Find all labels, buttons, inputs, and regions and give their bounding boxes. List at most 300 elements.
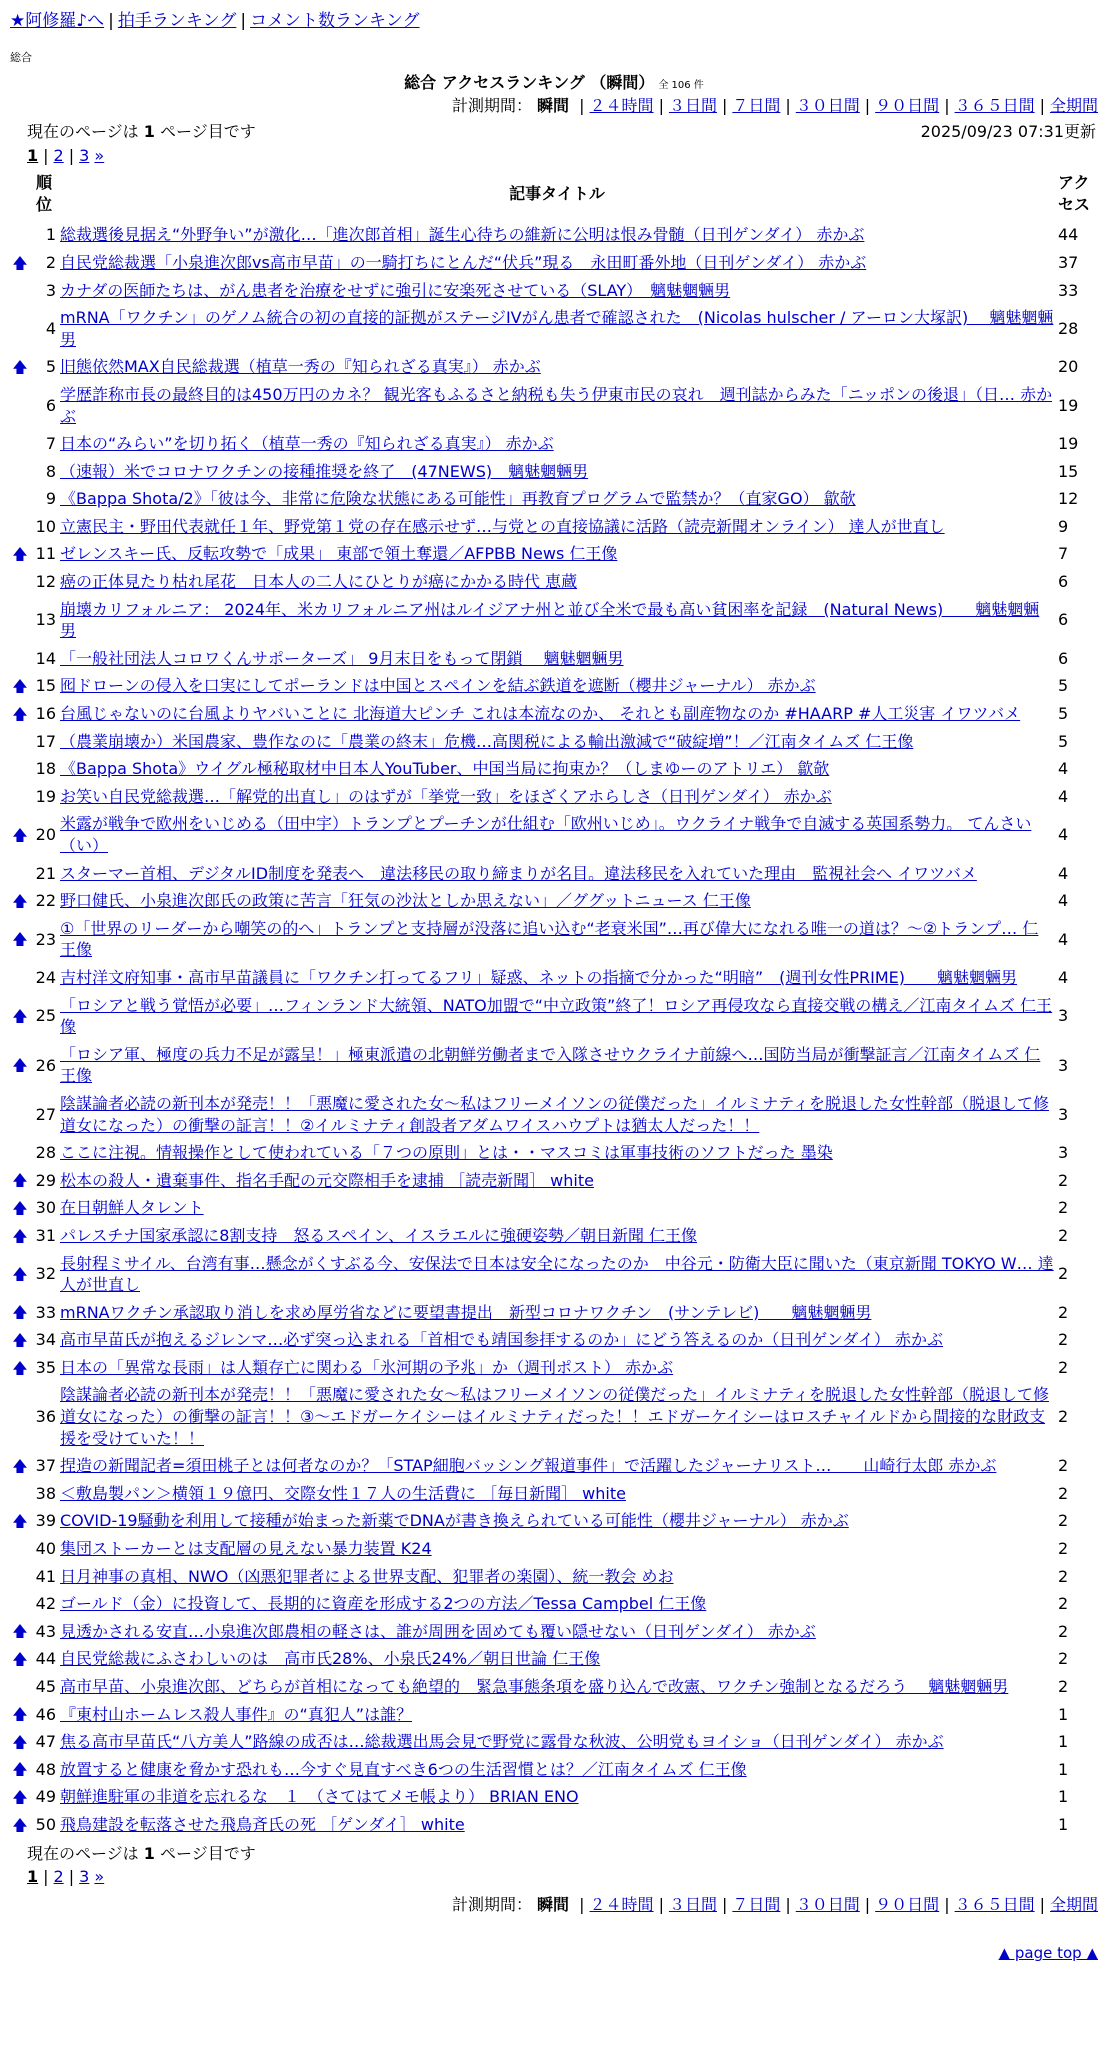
article-link[interactable]: ①「世界のリーダーから嘲笑の的へ」トランプと支持層が没落に追い込む“老衰米国”…再び偉大になれる唯一の道は？～②トランプ… 仁王像 [60, 918, 1039, 960]
table-row [10, 304, 1098, 353]
up-arrow-icon: 🡅 [12, 930, 28, 949]
title-cell [58, 1222, 1056, 1250]
period-link-3[interactable]: ３０日間 [795, 96, 860, 116]
period-link-5[interactable]: ３６５日間 [954, 96, 1035, 116]
table-header-row [10, 170, 1098, 221]
access-count: 2 [1058, 1483, 1069, 1503]
table-row [10, 810, 1098, 859]
access-count: 37 [1058, 252, 1079, 272]
title-cell [58, 1452, 1056, 1480]
period-link-6[interactable]: 全期間 [1049, 96, 1098, 116]
ranking-table [10, 170, 1098, 1838]
count-header: アクセス [1058, 173, 1091, 214]
table-row [10, 915, 1098, 964]
rank-number: 49 [35, 1787, 56, 1807]
article-link[interactable]: 朝鮮進駐軍の非道を忘れるな １ （さてはてメモ帳より） BRIAN ENO [60, 1787, 579, 1807]
title-cell [58, 1756, 1056, 1784]
updated-time: 2025/09/23 07:31更新 [920, 121, 1096, 141]
title-cell [58, 964, 1056, 992]
article-link[interactable]: 旧態依然MAX自民総裁選（植草一秀の『知られざる真実』） 赤かぶ [60, 357, 541, 377]
article-link[interactable]: 「ロシア軍、極度の兵力不足が露呈！」極東派遣の北朝鮮労働者まで入隊させウクライナ前線へ…国防当局が衝撃証言／江南タイムズ 仁王像 [60, 1044, 1041, 1086]
article-link[interactable]: 《Bappa Shota》ウイグル極秘取材中日本人YouTuber、中国当局に拘束か？（しまゆーのアトリエ） 歙欹 [60, 759, 830, 779]
article-link[interactable]: mRNAワクチン承認取り消しを求め厚労省などに要望書提出 新型コロナワクチン (サンテレビ) 魑魅魍魎男 [60, 1302, 872, 1322]
page-status-bottom [27, 1843, 1096, 1865]
access-count: 4 [1058, 967, 1069, 987]
table-row [10, 485, 1098, 513]
article-link[interactable]: 自民党総裁にふさわしいのは 高市氏28%、小泉氏24%／朝日世論 仁王像 [60, 1649, 601, 1669]
article-link[interactable]: 長射程ミサイル、台湾有事…懸念がくすぶる今、安保法で日本は安全になったのか 中谷元・防衛大臣に聞いた（東京新聞 TOKYO W… 達人が世直し [60, 1253, 1054, 1295]
access-count: 2 [1058, 1357, 1069, 1377]
home-link[interactable]: ★阿修羅♪へ [10, 11, 105, 31]
table-row [10, 513, 1098, 541]
access-count: 2 [1058, 1225, 1069, 1245]
table-row [10, 540, 1098, 568]
table-row [10, 860, 1098, 888]
article-link[interactable]: 在日朝鮮人タレント [60, 1198, 204, 1218]
title-cell [58, 783, 1056, 811]
title-cell [58, 1563, 1056, 1591]
table-row [10, 1452, 1098, 1480]
article-link[interactable]: （速報）米でコロナワクチンの接種推奨を終了 (47NEWS) 魑魅魍魎男 [60, 461, 589, 481]
rank-number: 31 [35, 1225, 56, 1245]
up-arrow-icon: 🡅 [12, 1622, 28, 1641]
access-count: 4 [1058, 929, 1069, 949]
table-row [10, 1756, 1098, 1784]
rank-number: 16 [35, 704, 56, 724]
page-number: 1 [143, 121, 155, 141]
article-link[interactable]: カナダの医師たちは、がん患者を治療をせずに強引に安楽死させている（SLAY） 魑魅魍魎男 [60, 280, 731, 300]
nav-separator: | [240, 11, 247, 31]
access-count: 9 [1058, 516, 1069, 536]
access-count: 4 [1058, 863, 1069, 883]
page-suffix: ページ目です [160, 1843, 256, 1863]
up-arrow-icon: 🡅 [12, 677, 28, 696]
table-row [10, 1618, 1098, 1646]
access-count: 1 [1058, 1732, 1069, 1752]
period-current: 瞬間 [537, 1894, 570, 1914]
page-title [10, 72, 1098, 94]
title-cell [58, 810, 1056, 859]
access-count: 2 [1058, 1456, 1069, 1476]
article-link[interactable]: （農業崩壊か）米国農家、豊作なのに「農業の終末」危機…高関税による輸出激減で“破綻増”！／江南タイムズ 仁王像 [60, 731, 914, 751]
article-link[interactable]: 囮ドローンの侵入を口実にしてポーランドは中国とスペインを結ぶ鉄道を遮断（櫻井ジャーナル） 赤かぶ [60, 676, 816, 696]
rank-number: 24 [35, 967, 56, 987]
table-row [10, 353, 1098, 381]
article-link[interactable]: 癌の正体見たり枯れ尾花 日本人の二人にひとりが癌にかかる時代 恵蔵 [60, 572, 578, 592]
title-cell [58, 353, 1056, 381]
arrow-cell [10, 1563, 30, 1591]
arrow-cell [10, 1590, 30, 1618]
period-separator: | [721, 96, 728, 116]
nav-separator: | [108, 11, 114, 31]
title-cell [58, 1194, 1056, 1222]
table-row [10, 1535, 1098, 1563]
title-cell [58, 568, 1056, 596]
up-arrow-icon: 🡅 [12, 1056, 28, 1075]
title-cell [58, 1535, 1056, 1563]
total-count: 全 106 件 [658, 79, 704, 91]
access-count: 1 [1058, 1759, 1069, 1779]
table-row [10, 1326, 1098, 1354]
ranking-rows [10, 221, 1098, 1838]
title-cell [58, 1090, 1056, 1139]
table-row [10, 1563, 1098, 1591]
up-arrow-icon: 🡅 [12, 1760, 28, 1779]
title-cell [58, 249, 1056, 277]
article-link[interactable]: 野口健氏、小泉進次郎氏の政策に苦言「狂気の沙汰としか思えない」／ググットニュース 仁王像 [60, 891, 751, 911]
up-arrow-icon: 🡅 [12, 1815, 28, 1834]
access-count: 6 [1058, 648, 1069, 668]
table-row [10, 1673, 1098, 1701]
access-count: 20 [1058, 357, 1079, 377]
title-cell [58, 596, 1056, 645]
article-link[interactable]: 高市早苗氏が抱えるジレンマ…必ず突っ込まれる「首相でも靖国参拝するのか」にどう答えるのか（日刊ゲンダイ） 赤かぶ [60, 1330, 944, 1350]
period-link-0[interactable]: ２４時間 [589, 1894, 654, 1914]
period-links [574, 1895, 1098, 1914]
article-link[interactable]: 総裁選後見据え“外野争い”が激化…「進次郎首相」誕生心待ちの維新に公明は恨み骨髄（日刊ゲンダイ） 赤かぶ [60, 225, 865, 245]
period-separator: | [944, 96, 950, 116]
access-count: 2 [1058, 1649, 1069, 1669]
title-cell [58, 1299, 1056, 1327]
table-row [10, 1299, 1098, 1327]
rank-number: 34 [35, 1330, 56, 1350]
article-link[interactable]: 日月神事の真相、NWO（凶悪犯罪者による世界支配、犯罪者の楽園）、統一教会 めお [60, 1566, 674, 1586]
table-row [10, 1194, 1098, 1222]
title-cell [58, 1728, 1056, 1756]
article-link[interactable]: 米露が戦争で欧州をいじめる（田中宇）トランプとプーチンが仕組む「欧州いじめ」。ウクライナ戦争で自滅する英国系勢力。 てんさい（い） [60, 814, 1032, 855]
period-link-6[interactable]: 全期間 [1049, 1894, 1098, 1914]
up-arrow-icon: 🡅 [12, 1198, 28, 1217]
pager-next-link[interactable]: » [94, 145, 105, 165]
rank-number: 2 [45, 252, 56, 272]
article-link[interactable]: 「ロシアと戦う覚悟が必要」…フィンランド大統領、NATO加盟で“中立政策”終了！ロシア再侵攻なら直接交戦の構え／江南タイムズ 仁王像 [60, 995, 1053, 1037]
period-link-4[interactable]: ９０日間 [875, 1894, 940, 1914]
ranking-title: 総合 アクセスランキング （瞬間） [404, 72, 655, 92]
rank-number: 36 [35, 1407, 56, 1427]
rank-number: 11 [35, 544, 56, 564]
period-separator: | [658, 1894, 664, 1914]
rank-number: 30 [35, 1198, 56, 1218]
article-link[interactable]: 日本の“みらい”を切り拓く（植草一秀の『知られざる真実』） 赤かぶ [60, 434, 554, 454]
table-row [10, 458, 1098, 486]
article-link[interactable]: 陰謀論者必読の新刊本が発売！！「悪魔に愛された女～私はフリーメイソンの従僕だった」イルミナティを脱退した女性幹部（脱退して修道女になった）の衝撃の証言！！②イルミナティ創設者アダムワイスハウプトは猶太人だった！！ [60, 1093, 1049, 1135]
pager-separator: | [43, 145, 49, 165]
article-link[interactable]: 崩壊カリフォルニア： 2024年、米カリフォルニア州はルイジアナ州と並び全米で最も高い貧困率を記録 (Natural News) 魑魅魍魎男 [60, 599, 1040, 641]
table-row [10, 728, 1098, 756]
rank-number: 35 [35, 1357, 56, 1377]
article-link[interactable]: 松本の殺人・遺棄事件、指名手配の元交際相手を逮捕 ［読売新聞］ white [60, 1170, 594, 1190]
arrow-cell [10, 513, 30, 541]
table-row [10, 249, 1098, 277]
period-link-1[interactable]: ３日間 [668, 96, 717, 116]
table-row [10, 964, 1098, 992]
table-row [10, 568, 1098, 596]
title-cell [58, 381, 1056, 430]
up-arrow-icon: 🡅 [12, 1358, 28, 1377]
period-link-1[interactable]: ３日間 [668, 1894, 717, 1914]
up-arrow-icon: 🡅 [12, 1007, 28, 1026]
up-arrow-icon: 🡅 [12, 1303, 28, 1322]
period-link-3[interactable]: ３０日間 [795, 1894, 860, 1914]
rank-number: 48 [35, 1759, 56, 1779]
period-link-5[interactable]: ３６５日間 [954, 1894, 1035, 1914]
article-link[interactable]: mRNA「ワクチン」のゲノム統合の初の直接的証拠がステージIVがん患者で確認された (Nicolas hulscher / アーロン大塚訳) 魑魅魍魎男 [60, 308, 1054, 349]
access-count: 6 [1058, 572, 1069, 592]
up-arrow-icon: 🡅 [12, 253, 28, 272]
table-row [10, 381, 1098, 430]
period-separator: | [579, 1894, 585, 1914]
genre-label: 総合 [10, 50, 32, 64]
current-page-text [27, 121, 256, 143]
pager-link-2[interactable]: 2 [53, 1867, 64, 1887]
rank-number: 14 [35, 648, 56, 668]
title-cell [58, 728, 1056, 756]
period-separator: | [785, 96, 791, 116]
rank-number: 25 [35, 1006, 56, 1026]
table-row [10, 992, 1098, 1041]
clap-ranking-link[interactable]: 拍手ランキング [117, 11, 237, 31]
article-link[interactable]: 吉村洋文府知事・高市早苗議員に「ワクチン打ってるフリ」疑惑、ネットの指摘で分かった“明暗” (週刊女性PRIME) 魑魅魍魎男 [60, 967, 1018, 987]
up-arrow-icon: 🡅 [12, 357, 28, 376]
rank-number: 10 [35, 516, 56, 536]
rank-number: 32 [35, 1264, 56, 1284]
rank-number: 47 [35, 1732, 56, 1752]
title-cell [58, 1507, 1056, 1535]
table-row [10, 277, 1098, 305]
period-selector-bottom [10, 1894, 1098, 1916]
page-status [27, 121, 1096, 143]
pager-link-3[interactable]: 3 [79, 145, 90, 165]
access-count: 1 [1058, 1787, 1069, 1807]
page-suffix: ページ目です [160, 121, 256, 141]
rank-number: 17 [35, 731, 56, 751]
table-row [10, 1728, 1098, 1756]
rank-number: 12 [35, 572, 56, 592]
title-cell [58, 1041, 1056, 1090]
table-row [10, 672, 1098, 700]
period-label: 計測期間： [451, 96, 532, 116]
up-arrow-icon: 🡅 [12, 1171, 28, 1190]
access-count: 1 [1058, 1814, 1069, 1834]
title-cell [58, 1673, 1056, 1701]
table-row [10, 700, 1098, 728]
access-count: 2 [1058, 1302, 1069, 1322]
rank-number: 3 [45, 280, 56, 300]
article-link[interactable]: ゼレンスキー氏、反転攻勢で「成果」 東部で領土奪還／AFPBB News 仁王像 [60, 544, 618, 564]
article-link[interactable]: 「一般社団法人コロワくんサポーターズ」 9月末日をもって閉鎖 魑魅魍魎男 [60, 648, 624, 668]
title-cell [58, 221, 1056, 249]
access-count: 2 [1058, 1621, 1069, 1641]
article-link[interactable]: 高市早苗、小泉進次郎、どちらが首相になっても絶望的 緊急事態条項を盛り込んで改憲、ワクチン強制となるだろう 魑魅魍魎男 [60, 1677, 1009, 1696]
access-count: 2 [1058, 1170, 1069, 1190]
access-count: 2 [1058, 1198, 1069, 1218]
article-link[interactable]: 集団ストーカーとは支配層の見えない暴力装置 K24 [60, 1539, 432, 1559]
rank-number: 20 [35, 825, 56, 845]
access-count: 3 [1058, 1006, 1069, 1026]
access-count: 4 [1058, 759, 1069, 779]
period-separator: | [1039, 1894, 1045, 1914]
rank-number: 27 [35, 1104, 56, 1124]
top-nav [10, 10, 1098, 33]
comment-ranking-link[interactable]: コメント数ランキング [250, 11, 420, 31]
up-arrow-icon: 🡅 [12, 1330, 28, 1349]
access-count: 33 [1058, 280, 1079, 300]
title-cell [58, 304, 1056, 353]
article-link[interactable]: 《Bappa Shota/2》「彼は今、非常に危険な状態にある可能性」再教育プログラムで監禁か？（直家GO） 歙欹 [60, 489, 856, 509]
article-link[interactable]: 『東村山ホームレス殺人事件』の“真犯人”は誰？ [60, 1704, 413, 1724]
rank-number: 43 [35, 1621, 56, 1641]
title-cell [58, 860, 1056, 888]
access-count: 19 [1058, 395, 1079, 415]
arrow-cell [10, 221, 30, 249]
table-row [10, 755, 1098, 783]
arrow-cell [10, 755, 30, 783]
access-count: 5 [1058, 676, 1069, 696]
article-link[interactable]: 台風じゃないのに台風よりヤバいことに 北海道大ピンチ これは本流なのか、 それとも副産物なのか #HAARP #人工災害 イワツバメ [60, 704, 1021, 724]
period-link-0[interactable]: ２４時間 [589, 96, 654, 116]
title-cell [58, 513, 1056, 541]
period-link-4[interactable]: ９０日間 [875, 96, 940, 116]
access-count: 5 [1058, 731, 1069, 751]
table-row [10, 1090, 1098, 1139]
period-selector-top [10, 95, 1098, 117]
access-count: 2 [1058, 1594, 1069, 1614]
article-link[interactable]: ここに注視。情報操作として使われている「７つの原則」とは・・マスコミは軍事技術のソフトだった 墨染 [60, 1143, 833, 1163]
title-cell [58, 1645, 1056, 1673]
rank-number: 23 [35, 929, 56, 949]
pager-link-3[interactable]: 3 [79, 1867, 90, 1887]
pager-separator: | [43, 1867, 49, 1887]
title-cell [58, 430, 1056, 458]
pager-separator: | [68, 145, 75, 165]
arrow-header [10, 170, 30, 221]
pager-link-2[interactable]: 2 [53, 145, 64, 165]
arrow-cell [10, 485, 30, 513]
table-row [10, 1590, 1098, 1618]
article-link[interactable]: 学歴詐称市長の最終目的は450万円のカネ？ 観光客もふるさと納税も失う伊東市民の哀れ 週刊誌からみた「ニッポンの後退」（日… 赤かぶ [60, 384, 1053, 426]
arrow-cell [10, 1480, 30, 1508]
pager-current: 1 [27, 1867, 39, 1887]
arrow-cell [10, 430, 30, 458]
access-count: 3 [1058, 1104, 1069, 1124]
article-link[interactable]: スターマー首相、デジタルID制度を発表へ 違法移民の取り締まりが名目。違法移民を入れていた理由 監視社会へ イワツバメ [60, 863, 977, 883]
up-arrow-icon: 🡅 [12, 825, 28, 844]
title-cell [58, 1139, 1056, 1167]
title-cell [58, 1701, 1056, 1729]
title-cell [58, 1783, 1056, 1811]
article-link[interactable]: 捏造の新聞記者=須田桃子とは何者なのか？「STAP細胞バッシング報道事件」で活躍したジャーナリスト… 山崎行太郎 赤かぶ [60, 1456, 997, 1476]
access-count: 6 [1058, 610, 1069, 630]
title-cell [58, 700, 1056, 728]
title-cell [58, 1811, 1056, 1839]
period-label: 計測期間： [451, 1894, 532, 1914]
arrow-cell [10, 596, 30, 645]
period-separator: | [864, 1894, 871, 1914]
rank-number: 44 [35, 1649, 56, 1669]
access-count: 3 [1058, 1143, 1069, 1163]
period-link-2[interactable]: ７日間 [732, 1894, 781, 1914]
article-link[interactable]: 焦る高市早苗氏“八方美人”路線の成否は…総裁選出馬会見で野党に露骨な秋波、公明党もヨイショ（日刊ゲンダイ） 赤かぶ [60, 1732, 944, 1752]
rank-number: 42 [35, 1594, 56, 1614]
rank-number: 21 [35, 863, 56, 883]
title-cell [58, 1381, 1056, 1452]
title-cell [58, 672, 1056, 700]
title-cell [58, 915, 1056, 964]
arrow-cell [10, 277, 30, 305]
arrow-cell [10, 860, 30, 888]
article-link[interactable]: 見透かされる安直…小泉進次郎農相の軽さは、誰が周囲を固めても覆い隠せない（日刊ゲンダイ） 赤かぶ [60, 1621, 816, 1641]
title-cell [58, 645, 1056, 673]
pager-top [27, 145, 1098, 167]
page-top-link[interactable]: ▲ page top ▲ [998, 1944, 1098, 1963]
page-prefix: 現在のページは [27, 121, 139, 141]
period-separator: | [785, 1894, 791, 1914]
up-arrow-icon: 🡅 [12, 1650, 28, 1669]
rank-number: 8 [45, 461, 56, 481]
article-link[interactable]: COVID-19騒動を利用して接種が始まった新薬でDNAが書き換えられている可能性（櫻井ジャーナル） 赤かぶ [60, 1511, 849, 1531]
article-link[interactable]: 日本の「異常な長雨」は人類存亡に関わる「氷河期の予兆」か（週刊ポスト） 赤かぶ [60, 1357, 674, 1377]
access-count: 28 [1058, 318, 1079, 338]
article-link[interactable]: パレスチナ国家承認に8割支持 怒るスペイン、イスラエルに強硬姿勢／朝日新聞 仁王像 [60, 1225, 698, 1245]
current-page-text [27, 1843, 256, 1865]
table-row [10, 1783, 1098, 1811]
arrow-cell [10, 1090, 30, 1139]
article-link[interactable]: 陰謀論者必読の新刊本が発売！！「悪魔に愛された女～私はフリーメイソンの従僕だった」イルミナティを脱退した女性幹部（脱退して修道女になった）の衝撃の証言！！③～エドガーケイシーはイルミナティだった！！エドガーケイシーはロスチャイルドから間接的な財政支援を受けていた！！ [60, 1385, 1049, 1448]
pager-separator: | [68, 1867, 75, 1887]
arrow-cell [10, 304, 30, 353]
rank-number: 50 [35, 1814, 56, 1834]
access-count: 44 [1058, 225, 1079, 245]
pager-next-link[interactable]: » [94, 1867, 105, 1887]
pager-bottom [27, 1866, 1098, 1888]
article-link[interactable]: 立憲民主・野田代表就任１年、野党第１党の存在感示せず…与党との直接協議に活路（読売新聞オンライン） 達人が世直し [60, 516, 945, 536]
access-count: 15 [1058, 461, 1079, 481]
title-cell [58, 1250, 1056, 1299]
article-link[interactable]: ゴールド（金）に投資して、長期的に資産を形成する2つの方法／Tessa Campbel 仁王像 [60, 1594, 707, 1614]
access-count: 12 [1058, 489, 1079, 509]
title-cell [58, 1167, 1056, 1195]
table-row [10, 1139, 1098, 1167]
period-separator: | [944, 1894, 950, 1914]
access-count: 4 [1058, 786, 1069, 806]
access-count: 2 [1058, 1677, 1069, 1696]
article-link[interactable]: 自民党総裁選「小泉進次郎vs高市早苗」の一騎打ちにとんだ“伏兵”現る 永田町番外地（日刊ゲンダイ） 赤かぶ [60, 252, 867, 272]
arrow-cell [10, 728, 30, 756]
article-link[interactable]: お笑い自民党総裁選…「解党的出直し」のはずが「挙党一致」をほざくアホらしさ（日刊ゲンダイ） 赤かぶ [60, 786, 832, 806]
table-row [10, 430, 1098, 458]
table-row [10, 1222, 1098, 1250]
rank-number: 1 [45, 225, 56, 245]
title-cell [58, 458, 1056, 486]
table-row [10, 221, 1098, 249]
up-arrow-icon: 🡅 [12, 1226, 28, 1245]
rank-number: 7 [45, 434, 56, 454]
article-link[interactable]: 飛鳥建設を転落させた飛鳥斉氏の死 ［ゲンダイ］ white [60, 1814, 465, 1834]
table-row [10, 1811, 1098, 1839]
article-link[interactable]: ＜敷島製パン＞横領１９億円、交際女性１７人の生活費に ［毎日新聞］ white [60, 1483, 626, 1503]
page-prefix: 現在のページは [27, 1843, 139, 1863]
access-count: 3 [1058, 1055, 1069, 1075]
up-arrow-icon: 🡅 [12, 1788, 28, 1807]
period-link-2[interactable]: ７日間 [732, 96, 781, 116]
period-separator: | [579, 96, 585, 116]
article-link[interactable]: 放置すると健康を脅かす恐れも…今すぐ見直すべき6つの生活習慣とは？／江南タイムズ 仁王像 [60, 1759, 747, 1779]
rank-header: 順位 [35, 173, 52, 214]
title-cell [58, 540, 1056, 568]
rank-number: 40 [35, 1539, 56, 1559]
arrow-cell [10, 1381, 30, 1452]
access-count: 5 [1058, 704, 1069, 724]
